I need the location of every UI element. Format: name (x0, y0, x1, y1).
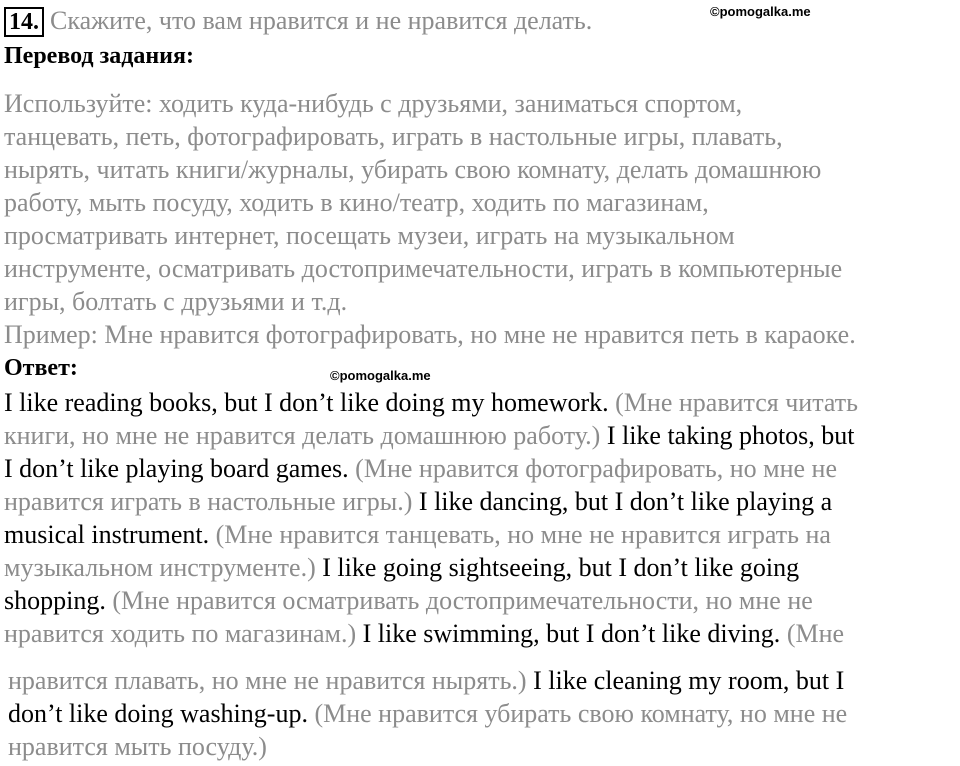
answer-line (4, 518, 831, 551)
answer-line (4, 584, 813, 617)
watermark-top: ©pomogalka.me (710, 4, 811, 19)
answer-english: I like going sightseeing, but I don’t like going (315, 553, 800, 582)
answer-russian: (Мне нравится осматривать достопримечательности, но мне не (105, 586, 813, 615)
answer-line (4, 419, 855, 452)
watermark-middle: ©pomogalka.me (330, 368, 431, 383)
answer-english: musical instrument. (4, 520, 210, 549)
answer-english: I like reading books, but I don’t like doing my homework. (4, 388, 609, 417)
answer-line (4, 485, 832, 518)
answer-russian: книги, но мне не нравится делать домашнюю работу.) (4, 421, 601, 450)
answer-heading: Ответ: (4, 355, 78, 381)
translation-heading: Перевод задания: (4, 43, 194, 69)
answer-russian: (Мне нравится фотографировать, но мне не (348, 454, 838, 483)
answer-line (8, 664, 844, 697)
task-header (4, 4, 592, 37)
answer-english: don’t like doing washing-up. (8, 699, 308, 728)
answer-russian: (Мне нравится убирать свою комнату, но мне не (307, 699, 848, 728)
translation-line: работу, мыть посуду, ходить в кино/театр, ходить по магазинам, (4, 188, 709, 217)
translation-line: нырять, читать книги/журналы, убирать свою комнату, делать домашнюю (4, 155, 822, 184)
answer-line (4, 452, 837, 485)
answer-line (4, 617, 844, 650)
answer-english: I like swimming, but I don’t like diving. (356, 619, 781, 648)
translation-line: Используйте: ходить куда-нибудь с друзьями, заниматься спортом, (4, 89, 743, 118)
translation-line: просматривать интернет, посещать музеи, играть на музыкальном (4, 221, 735, 250)
translation-line: игры, болтать с друзьями и т.д. (4, 287, 348, 316)
answer-russian: (Мне нравится читать (608, 388, 858, 417)
answer-russian: (Мне (780, 619, 845, 648)
answer-line (4, 551, 799, 584)
task-title: Скажите, что вам нравится и не нравится делать. (50, 6, 593, 35)
answer-russian: (Мне нравится танцевать, но мне не нравится играть на (209, 520, 831, 549)
answer-english: I don’t like playing board games. (4, 454, 349, 483)
translation-line: инструменте, осматривать достопримечательности, играть в компьютерные (4, 254, 843, 283)
task-number: 14. (4, 7, 44, 37)
example-line: Пример: Мне нравится фотографировать, но мне не нравится петь в караоке. (4, 320, 856, 349)
answer-line (8, 730, 267, 763)
answer-english: I like dancing, but I don’t like playing a (412, 487, 833, 516)
answer-russian: музыкальном инструменте.) (4, 553, 316, 582)
translation-line: танцевать, петь, фотографировать, играть в настольные игры, плавать, (4, 122, 783, 151)
answer-english: I like taking photos, but (600, 421, 855, 450)
answer-english: shopping. (4, 586, 106, 615)
answer-english: I like cleaning my room, but I (526, 666, 845, 695)
answer-line (8, 697, 847, 730)
answer-russian: нравится плавать, но мне не нравится нырять.) (8, 666, 527, 695)
answer-russian: нравится мыть посуду.) (8, 732, 267, 761)
answer-russian: нравится ходить по магазинам.) (4, 619, 357, 648)
answer-line (4, 386, 858, 419)
answer-russian: нравится играть в настольные игры.) (4, 487, 413, 516)
